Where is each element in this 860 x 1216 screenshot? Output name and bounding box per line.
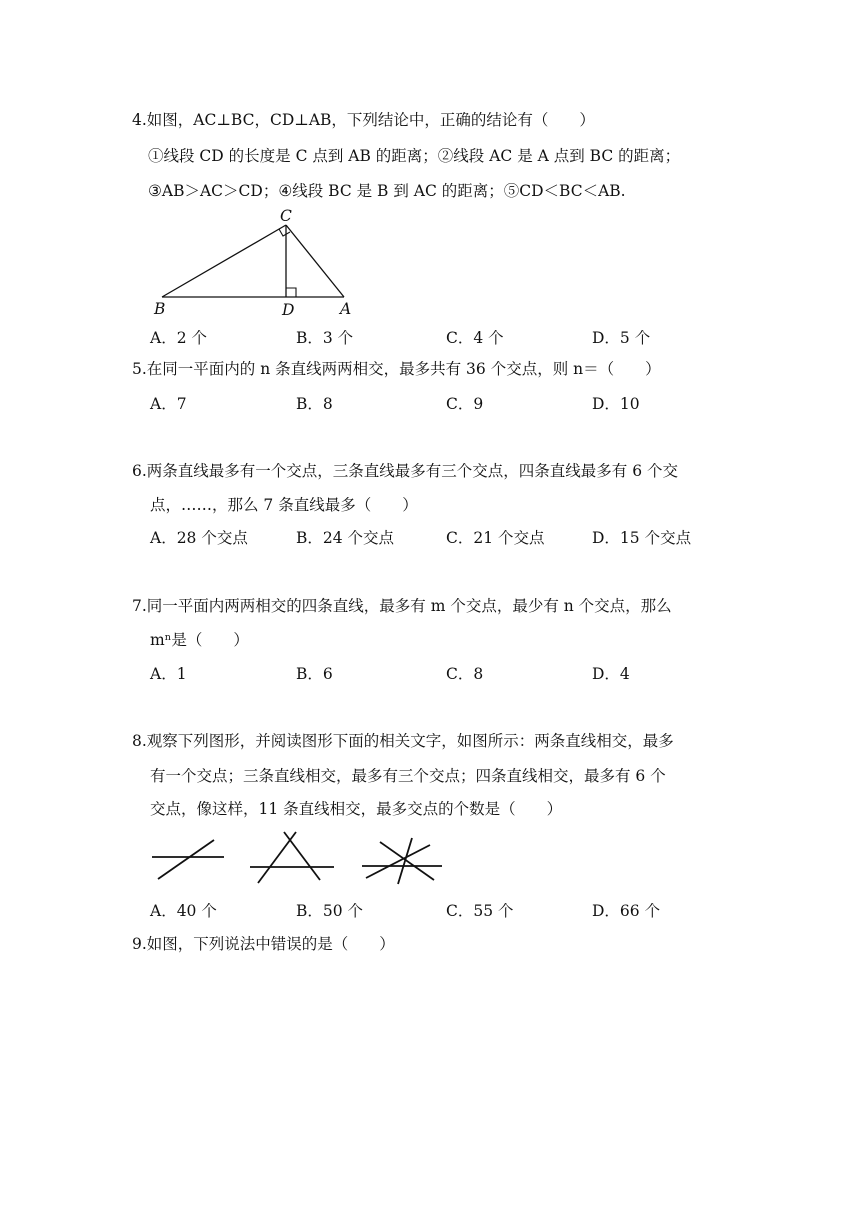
two-lines-diagram — [152, 840, 224, 879]
q7-option-a: A．1 — [150, 665, 187, 683]
q7-option-d: D．4 — [592, 665, 630, 683]
label-d: D — [282, 301, 295, 319]
q4-option-d: D．5 个 — [592, 329, 651, 347]
q4-option-a: A．2 个 — [150, 329, 207, 347]
q5-stem: 5.在同一平面内的 n 条直线两两相交，最多共有 36 个交点，则 n＝（ ） — [132, 360, 661, 378]
q8-stem: 8.观察下列图形，并阅读图形下面的相关文字，如图所示：两条直线相交，最多 — [132, 732, 674, 750]
q7-option-b: B．6 — [296, 665, 333, 683]
q6-option-a: A．28 个交点 — [150, 529, 248, 547]
q5-option-d: D．10 — [592, 395, 640, 413]
q4-stem: 4.如图，AC⊥BC，CD⊥AB，下列结论中，正确的结论有（ ） — [132, 111, 595, 129]
q8-option-b: B．50 个 — [296, 902, 364, 920]
q4-statement-3-5: ③AB＞AC＞CD；④线段 BC 是 B 到 AC 的距离；⑤CD＜BC＜AB. — [148, 182, 626, 200]
q4-statement-1-2: ①线段 CD 的长度是 C 点到 AB 的距离；②线段 AC 是 A 点到 BC 的距离； — [148, 147, 681, 165]
q8-option-c: C．55 个 — [446, 902, 514, 920]
q6-option-c: C．21 个交点 — [446, 529, 545, 547]
label-c: C — [280, 207, 292, 225]
q6-stem-continued: 点，……，那么 7 条直线最多（ ） — [150, 496, 418, 514]
q8-option-a: A．40 个 — [150, 902, 217, 920]
q4-option-c: C．4 个 — [446, 329, 504, 347]
label-b: B — [154, 300, 166, 318]
q6-stem: 6.两条直线最多有一个交点，三条直线最多有三个交点，四条直线最多有 6 个交 — [132, 462, 679, 480]
q6-option-d: D．15 个交点 — [592, 529, 692, 547]
three-lines-diagram — [250, 832, 334, 883]
q6-option-b: B．24 个交点 — [296, 529, 395, 547]
q7-option-c: C．8 — [446, 665, 484, 683]
q8-stem-line-2: 有一个交点；三条直线相交，最多有三个交点；四条直线相交，最多有 6 个 — [150, 767, 666, 785]
q5-option-a: A．7 — [150, 395, 187, 413]
q7-stem-continued: mⁿ是（ ） — [150, 631, 249, 649]
q8-stem-line-3: 交点，像这样，11 条直线相交，最多交点的个数是（ ） — [150, 800, 563, 818]
q4-option-b: B．3 个 — [296, 329, 354, 347]
q8-option-d: D．66 个 — [592, 902, 661, 920]
q5-option-b: B．8 — [296, 395, 333, 413]
q5-option-c: C．9 — [446, 395, 484, 413]
q7-stem: 7.同一平面内两两相交的四条直线，最多有 m 个交点，最少有 n 个交点，那么 — [132, 597, 672, 615]
four-lines-diagram — [362, 838, 442, 884]
label-a: A — [340, 300, 352, 318]
q9-stem: 9.如图，下列说法中错误的是（ ） — [132, 935, 395, 953]
